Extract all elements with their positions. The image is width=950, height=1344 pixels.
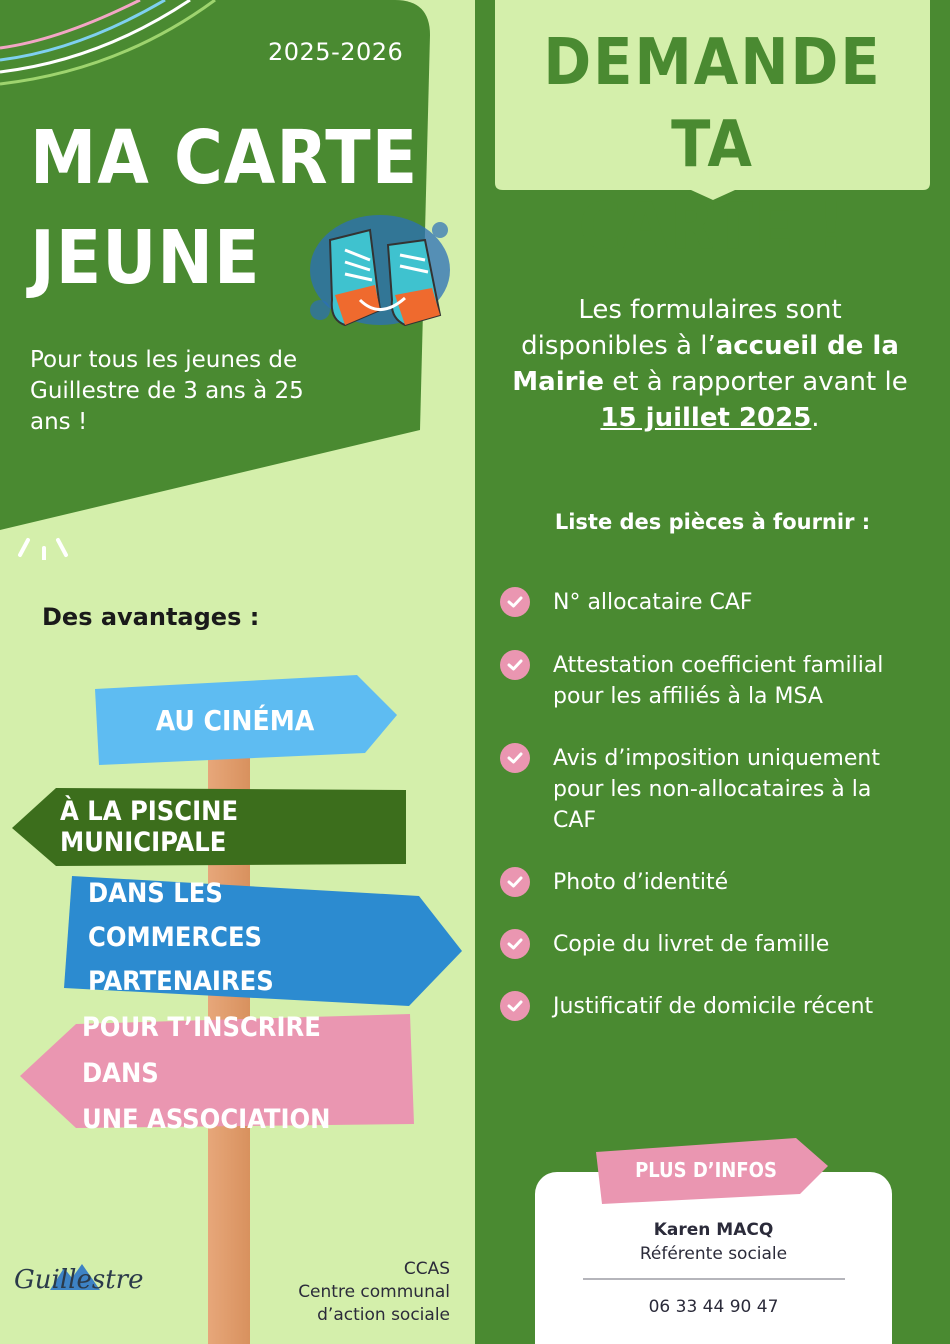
sign-piscine-label: À LA PISCINE MUNICIPALE <box>60 796 239 858</box>
document-item-label: Avis d’imposition uniquement pour les non-allocataires à la CAF <box>553 746 880 833</box>
documents-heading: Liste des pièces à fournir : <box>554 510 871 534</box>
sneakers-icon <box>300 200 460 340</box>
check-icon <box>500 743 530 773</box>
contact-name: Karen MACQ <box>653 1220 774 1240</box>
check-icon <box>500 929 530 959</box>
forms-text <box>510 292 910 436</box>
title-line-2: JEUNE <box>30 215 261 301</box>
check-icon <box>500 867 530 897</box>
contact-phone[interactable]: 06 33 44 90 47 <box>648 1297 779 1317</box>
forms-deadline: 15 juillet 2025 <box>600 403 812 433</box>
document-item-label: N° allocataire CAF <box>553 590 753 615</box>
card-divider <box>583 1278 845 1280</box>
sign-association-line-2: UNE ASSOCIATION <box>82 1104 331 1135</box>
document-item <box>500 587 920 618</box>
document-item <box>500 867 920 898</box>
banner-line-2: CARTE ! <box>578 190 847 264</box>
banner-title <box>495 22 930 268</box>
document-item <box>500 650 920 712</box>
document-item <box>500 743 920 836</box>
forms-text-part1: Les formulaires sont disponibles à l’ <box>521 295 842 361</box>
document-item-label: Photo d’identité <box>553 870 729 895</box>
document-item <box>500 929 920 960</box>
info-tag-label: PLUS D’INFOS <box>635 1158 777 1182</box>
document-item-label: Copie du livret de famille <box>553 932 830 957</box>
forms-text-part2: et à rapporter avant le <box>604 367 908 397</box>
check-icon <box>500 650 530 680</box>
ccas-line-1: CCAS <box>403 1259 450 1279</box>
forms-text-part3: . <box>811 403 820 433</box>
sign-association-label <box>82 1012 402 1135</box>
document-item <box>500 991 920 1022</box>
advantages-heading: Des avantages : <box>42 603 260 631</box>
title-line-1: MA CARTE <box>30 115 419 201</box>
banner-line-1: DEMANDE TA <box>543 26 882 182</box>
sign-cinema-label: AU CINÉMA <box>155 703 315 737</box>
ccas-line-3: d’action sociale <box>317 1305 450 1325</box>
document-item-label: Attestation coefficient familial pour les affiliés à la MSA <box>553 653 884 709</box>
document-item-label: Justificatif de domicile récent <box>553 994 874 1019</box>
sign-commerces-line-1: DANS LES COMMERCES <box>88 878 263 953</box>
sign-commerces-line-2: PARTENAIRES <box>88 966 274 997</box>
check-icon <box>500 587 530 617</box>
contact-role: Référente sociale <box>639 1244 788 1264</box>
sign-commerces-label <box>88 878 398 997</box>
guillestre-logo: Guillestre <box>14 1265 144 1295</box>
spark-decoration-icon <box>20 540 66 560</box>
ccas-label <box>260 1258 450 1327</box>
forms-text-location: accueil de la Mairie <box>512 331 899 397</box>
ccas-line-2: Centre communal <box>298 1282 450 1302</box>
intro-text: Pour tous les jeunes de Guillestre de 3 ans à 25 ans ! <box>30 347 304 435</box>
year-label: 2025-2026 <box>268 38 404 66</box>
check-icon <box>500 991 530 1021</box>
sign-association-line-1: POUR T’INSCRIRE DANS <box>82 1012 321 1089</box>
